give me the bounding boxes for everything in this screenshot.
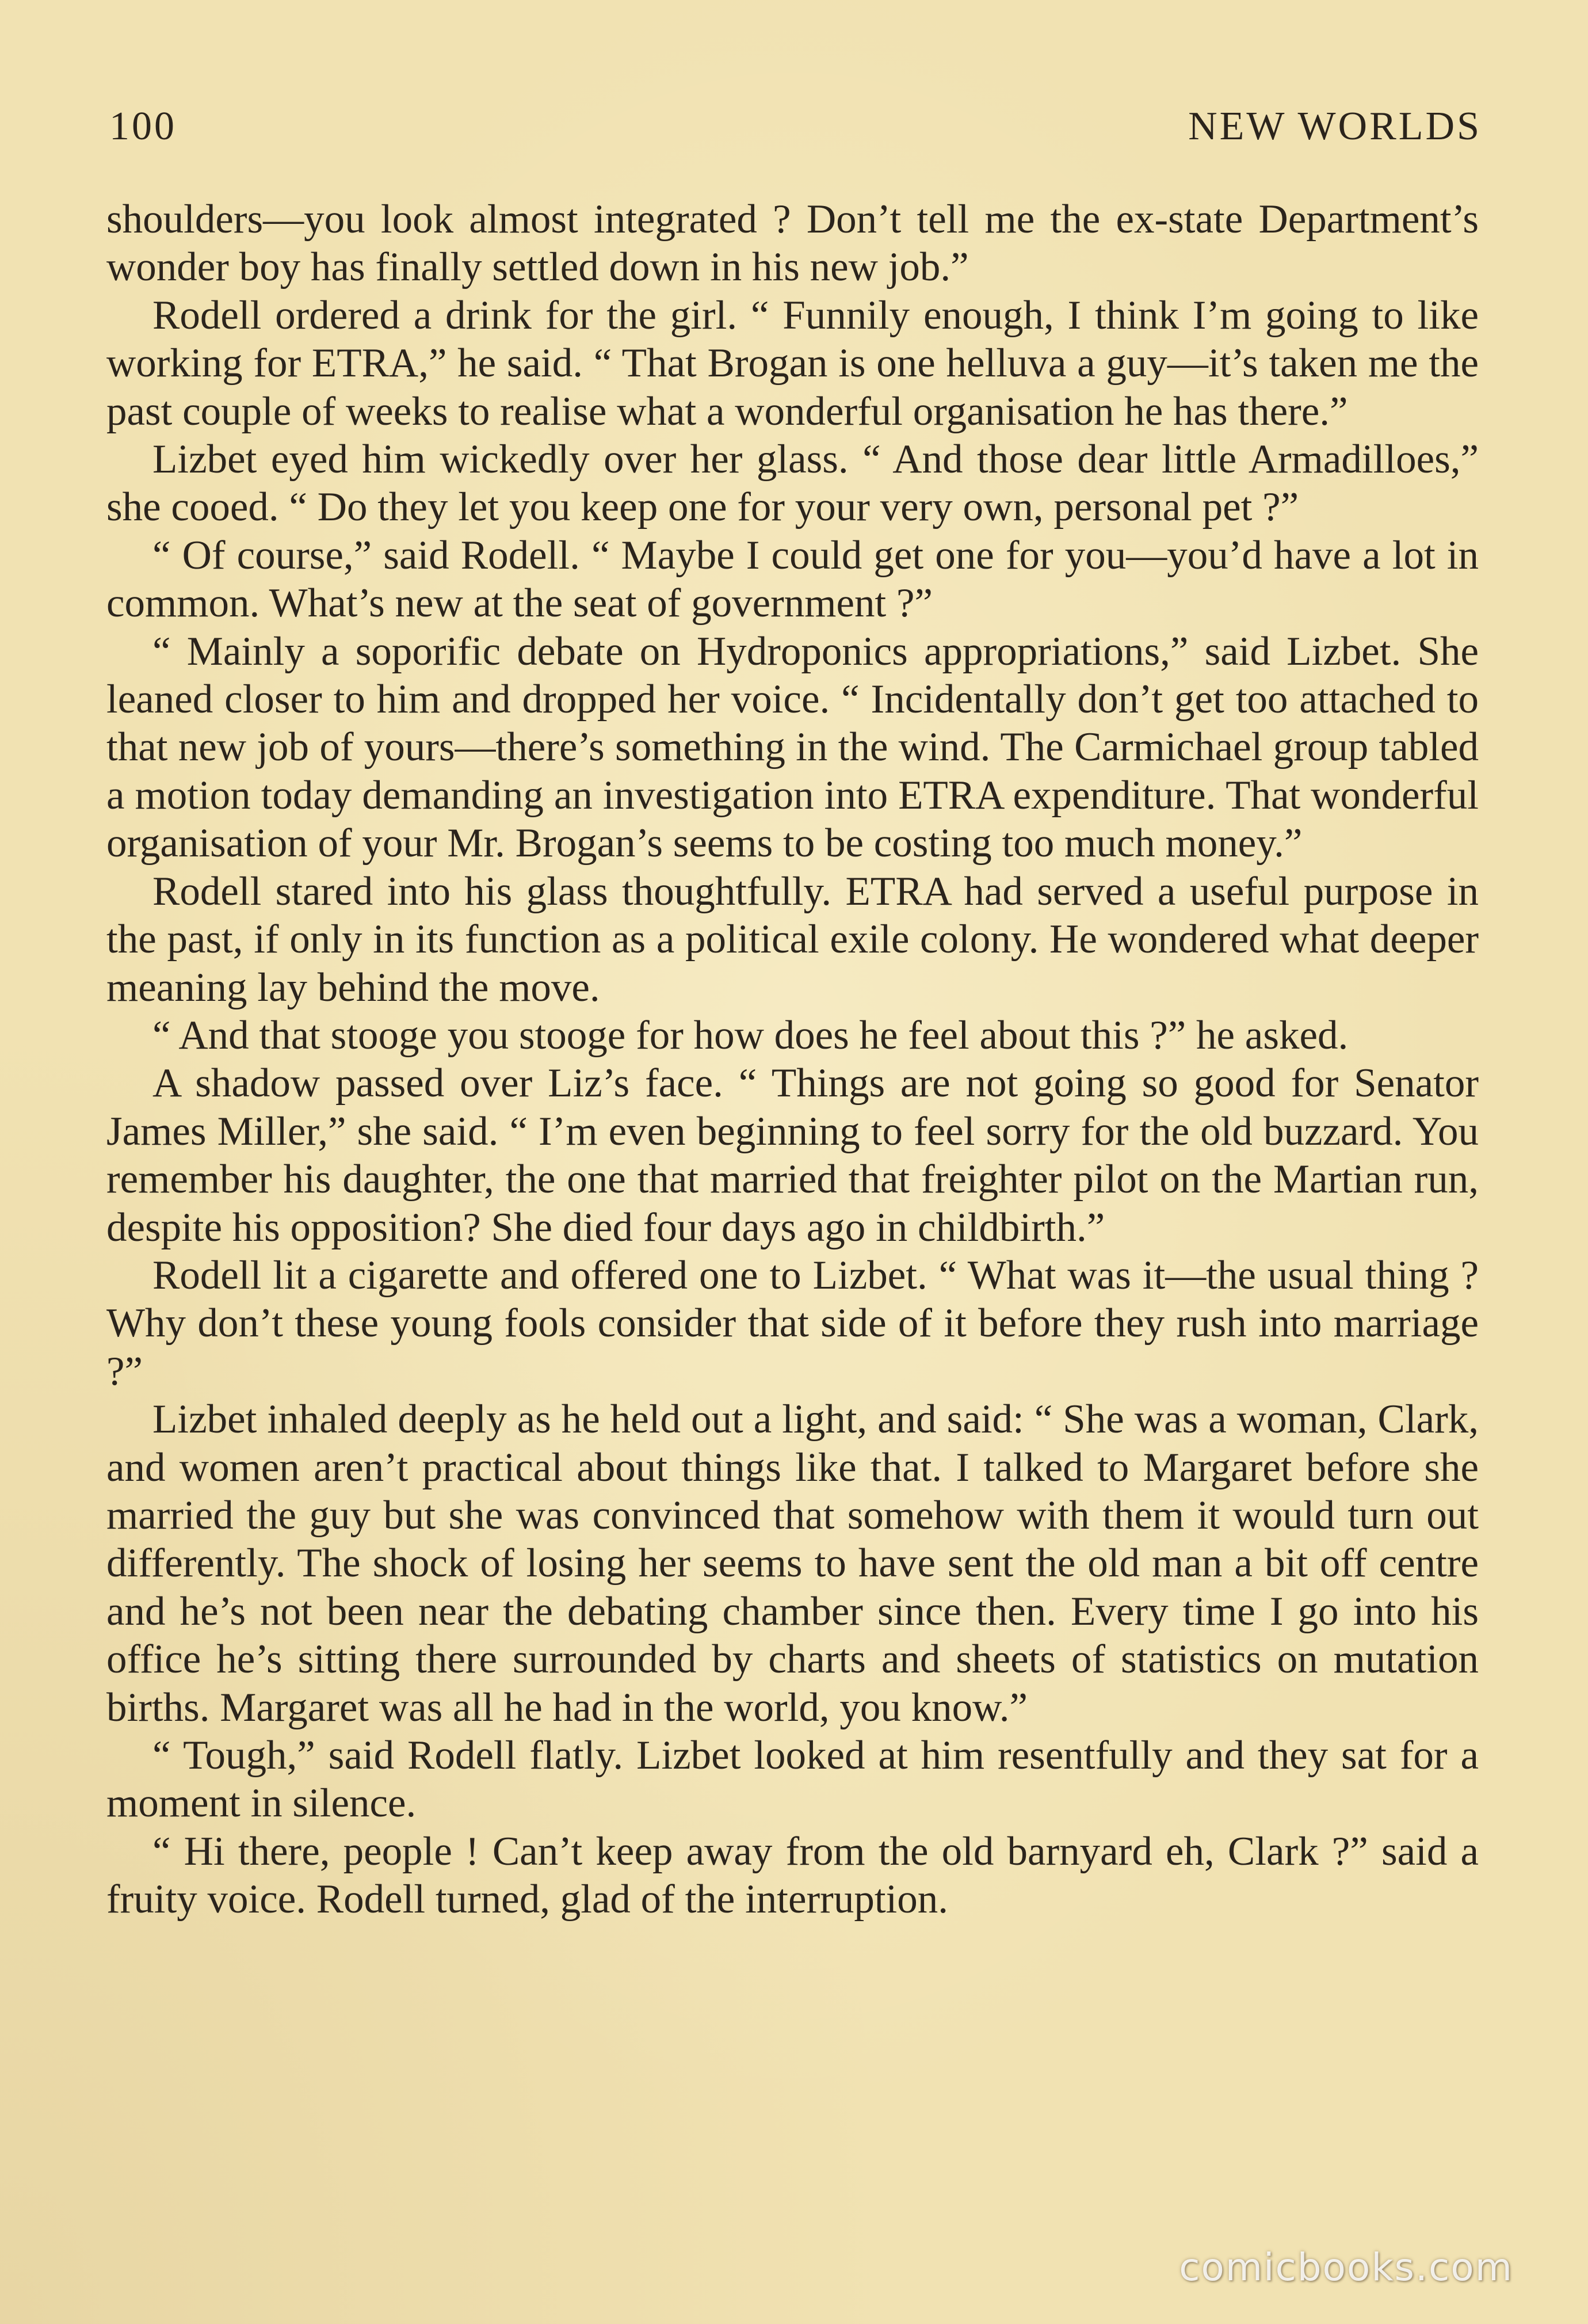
paragraph: shoulders—you look almost integrated ? Don’t tell me the ex-state Department’s wonder boy has finally settled down in his new job.” xyxy=(106,197,1479,290)
paragraph: A shadow passed over Liz’s face. “ Things are not going so good for Senator James Miller,” she said. “ I’m even beginning to feel sorry for the old buzzard. You remember his daughter, the one that married that freighter pilot on the Martian run, despite his opposition? She died four days ago in childbirth.” xyxy=(106,1061,1479,1250)
paragraph: “ Hi there, people ! Can’t keep away from the old barnyard eh, Clark ?” said a fruity voice. Rodell turned, glad of the interruption. xyxy=(106,1828,1479,1922)
watermark: comicbooks.com xyxy=(1179,2245,1513,2289)
body-text xyxy=(106,196,1479,2210)
paragraph: “ Tough,” said Rodell flatly. Lizbet looked at him resentfully and they sat for a moment in silence. xyxy=(106,1733,1479,1826)
paragraph: Lizbet inhaled deeply as he held out a light, and said: “ She was a woman, Clark, and women aren’t practical about things like that. I talked to Margaret before she married the guy but she was convinced that somehow with them it would turn out differently. The shock of losing her seems to have sent the old man a bit off centre and he’s not been near the debating chamber since then. Every time I go into his office he’s sitting there surrounded by charts and sheets of statistics on mutation births. Margaret was all he had in the world, you know.” xyxy=(106,1397,1479,1730)
paragraph: Rodell stared into his glass thoughtfully. ETRA had served a useful purpose in the past, if only in its function as a political exile colony. He wondered what deeper meaning lay behind the move. xyxy=(106,868,1479,1010)
paragraph: Lizbet eyed him wickedly over her glass. “ And those dear little Armadilloes,” she cooed. “ Do they let you keep one for your very own, personal pet ?” xyxy=(106,437,1479,530)
paragraph: Rodell ordered a drink for the girl. “ Funnily enough, I think I’m going to like working for ETRA,” he said. “ That Brogan is one helluva a guy—it’s taken me the past couple of weeks to realise what a wonderful organisation he has there.” xyxy=(106,292,1479,434)
paragraph: Rodell lit a cigarette and offered one to Lizbet. “ What was it—the usual thing ? Why don’t these young fools consider that side of it before they rush into marriage ?” xyxy=(106,1252,1479,1394)
running-head xyxy=(109,104,1482,155)
paragraph: “ Mainly a soporific debate on Hydroponics appropriations,” said Lizbet. She leaned closer to him and dropped her voice. “ Incidentally don’t get too attached to that new job of yours—there’s something in the wind. The Carmichael group tabled a motion today demanding an investigation into ETRA expenditure. That wonderful organisation of your Mr. Brogan’s seems to be costing too much money.” xyxy=(106,628,1479,866)
paragraph: “ Of course,” said Rodell. “ Maybe I could get one for you—you’d have a lot in common. What’s new at the seat of government ?” xyxy=(106,532,1479,626)
running-title: NEW WORLDS xyxy=(1188,104,1482,148)
page-number: 100 xyxy=(109,104,177,148)
paragraph: “ And that stooge you stooge for how does he feel about this ?” he asked. xyxy=(152,1012,1349,1058)
